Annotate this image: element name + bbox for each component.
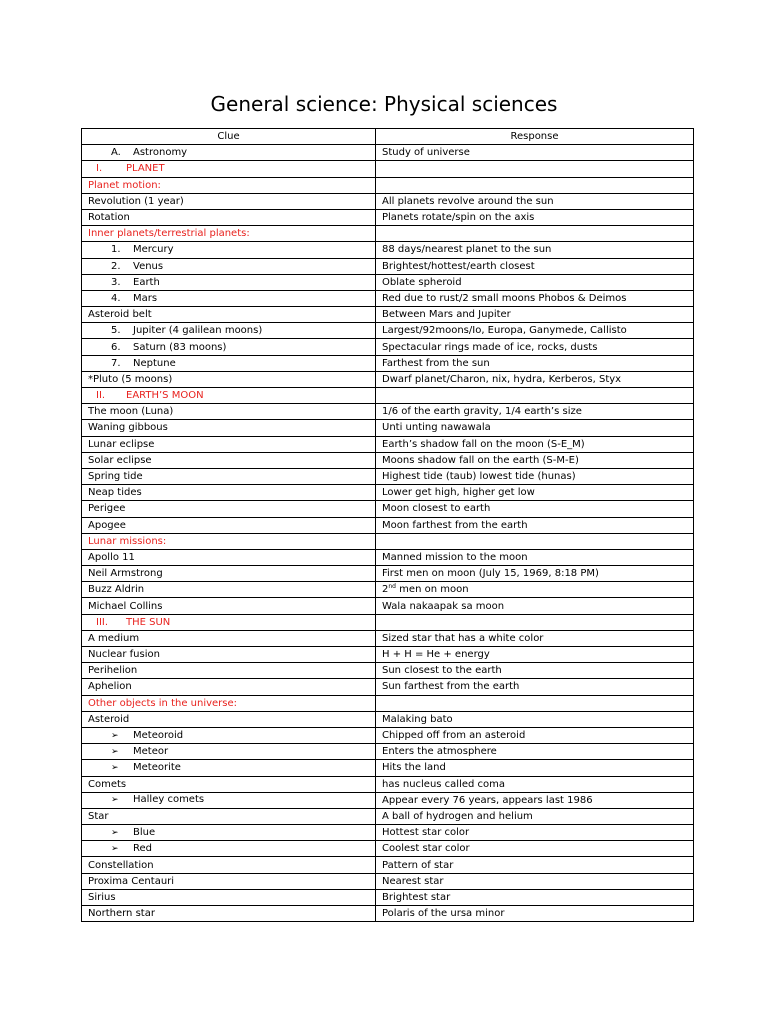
clue-cell (82, 436, 376, 452)
clue-text: Saturn (83 moons) (133, 341, 227, 353)
response-cell (376, 290, 694, 306)
page-title: General science: Physical sciences (210, 92, 558, 116)
clue-text: Michael Collins (88, 600, 163, 612)
clue-cell (82, 242, 376, 258)
clue-text: Astronomy (133, 147, 188, 159)
clue-text: Nuclear fusion (88, 649, 160, 661)
arrow-bullet-icon: ➢ (111, 795, 119, 806)
table-row (82, 436, 694, 452)
clue-text: Revolution (1 year) (88, 195, 184, 207)
response-cell (376, 566, 694, 582)
clue-text: Venus (133, 260, 164, 272)
response-text: Nearest star (382, 875, 444, 887)
table-row (82, 825, 694, 841)
response-cell (376, 792, 694, 808)
list-marker: 5. (111, 325, 121, 337)
table-row (82, 323, 694, 339)
clue-text: THE SUN (126, 616, 171, 628)
response-cell (376, 614, 694, 630)
response-text: Red due to rust/2 small moons Phobos & Deimos (382, 292, 627, 304)
response-text: Enters the atmosphere (382, 746, 497, 758)
table-row (82, 404, 694, 420)
clue-cell (82, 274, 376, 290)
clue-cell (82, 404, 376, 420)
clue-cell (82, 792, 376, 808)
table-row (82, 663, 694, 679)
clue-text: *Pluto (5 moons) (88, 373, 173, 385)
list-marker: II. (96, 390, 106, 402)
table-row (82, 420, 694, 436)
clue-cell (82, 485, 376, 501)
table-row (82, 906, 694, 922)
response-cell (376, 582, 694, 598)
clue-cell (82, 679, 376, 695)
clue-cell (82, 501, 376, 517)
response-cell (376, 744, 694, 760)
response-text: Spectacular rings made of ice, rocks, dusts (382, 341, 598, 353)
clue-cell (82, 193, 376, 209)
clue-cell (82, 517, 376, 533)
response-text: has nucleus called coma (382, 778, 506, 790)
clue-cell (82, 825, 376, 841)
response-text: Appear every 76 years, appears last 1986 (382, 794, 593, 806)
response-cell (376, 274, 694, 290)
table-row (82, 792, 694, 808)
response-cell (376, 420, 694, 436)
list-marker: 1. (111, 244, 121, 256)
response-cell (376, 404, 694, 420)
clue-cell (82, 760, 376, 776)
list-marker: III. (96, 616, 109, 628)
table-row (82, 290, 694, 306)
table-row (82, 727, 694, 743)
clue-text: Neptune (133, 357, 176, 369)
table-row (82, 193, 694, 209)
response-cell (376, 808, 694, 824)
table-row (82, 274, 694, 290)
clue-text: Aphelion (88, 681, 132, 693)
list-marker: 3. (111, 276, 121, 288)
clue-text: Halley comets (133, 794, 205, 806)
clue-text: Earth (133, 276, 160, 288)
clue-text: Inner planets/terrestrial planets: (88, 228, 250, 240)
clue-text: Lunar missions: (88, 535, 167, 547)
response-cell (376, 889, 694, 905)
clue-cell (82, 695, 376, 711)
response-superscript: nd (388, 583, 396, 591)
table-row (82, 744, 694, 760)
table-row (82, 857, 694, 873)
clue-text: Mercury (133, 244, 174, 256)
response-cell (376, 679, 694, 695)
response-text: Malaking bato (382, 713, 453, 725)
clue-cell (82, 857, 376, 873)
clue-cell (82, 226, 376, 242)
response-cell (376, 355, 694, 371)
table-row (82, 371, 694, 387)
arrow-bullet-icon: ➢ (111, 746, 119, 757)
table-row (82, 630, 694, 646)
clue-cell (82, 468, 376, 484)
table-row (82, 533, 694, 549)
response-text: Brightest star (382, 891, 451, 903)
clue-cell (82, 906, 376, 922)
clue-text: Perigee (88, 503, 126, 515)
clue-cell (82, 776, 376, 792)
clue-cell (82, 873, 376, 889)
response-cell (376, 485, 694, 501)
response-text: Chipped off from an asteroid (382, 730, 526, 742)
response-text: A ball of hydrogen and helium (382, 810, 533, 822)
clue-text: EARTH’S MOON (126, 390, 204, 402)
clue-text: Meteoroid (133, 729, 184, 741)
response-cell (376, 533, 694, 549)
clue-cell (82, 290, 376, 306)
response-cell (376, 549, 694, 565)
table-row (82, 177, 694, 193)
clue-text: PLANET (126, 163, 165, 175)
table-row (82, 242, 694, 258)
response-cell (376, 663, 694, 679)
clue-cell (82, 889, 376, 905)
table-row (82, 209, 694, 225)
clue-cell (82, 145, 376, 161)
clue-cell (82, 598, 376, 614)
response-text: Coolest star color (382, 843, 470, 855)
clue-text: Red (133, 842, 152, 854)
response-cell (376, 242, 694, 258)
clue-text: Neil Armstrong (88, 568, 163, 580)
response-text: Between Mars and Jupiter (382, 309, 511, 321)
arrow-bullet-icon: ➢ (111, 762, 119, 773)
response-cell (376, 161, 694, 177)
response-cell (376, 517, 694, 533)
table-row (82, 452, 694, 468)
clue-cell (82, 177, 376, 193)
clue-text: Waning gibbous (88, 422, 168, 434)
table-body (82, 145, 694, 922)
table-row (82, 776, 694, 792)
response-text: Lower get high, higher get low (382, 487, 535, 499)
response-text: Sized star that has a white color (382, 632, 544, 644)
clue-text: Blue (133, 826, 156, 838)
clue-text: Neap tides (88, 487, 142, 499)
table-row (82, 517, 694, 533)
response-cell (376, 825, 694, 841)
response-text: Manned mission to the moon (382, 551, 528, 563)
table-row (82, 695, 694, 711)
clue-cell (82, 744, 376, 760)
clue-cell (82, 663, 376, 679)
clue-text: Planet motion: (88, 179, 161, 191)
response-cell (376, 468, 694, 484)
table-row (82, 161, 694, 177)
response-cell (376, 371, 694, 387)
table-row (82, 388, 694, 404)
table-row (82, 468, 694, 484)
table-row (82, 873, 694, 889)
clue-text: Spring tide (88, 471, 143, 483)
table-row (82, 711, 694, 727)
table-row (82, 226, 694, 242)
response-text: Moons shadow fall on the earth (S-M-E) (382, 454, 579, 466)
table-row (82, 549, 694, 565)
table-row (82, 566, 694, 582)
response-text-rest: men on moon (396, 584, 469, 596)
response-cell (376, 841, 694, 857)
response-cell (376, 388, 694, 404)
response-text: H + H = He + energy (382, 649, 490, 661)
clue-text: Asteroid belt (88, 309, 152, 321)
response-cell (376, 307, 694, 323)
arrow-bullet-icon: ➢ (111, 730, 119, 741)
response-text: Dwarf planet/Charon, nix, hydra, Kerberos, Styx (382, 373, 622, 385)
table-row (82, 307, 694, 323)
response-cell (376, 209, 694, 225)
clue-cell (82, 647, 376, 663)
clue-text: Constellation (88, 859, 154, 871)
clue-cell (82, 711, 376, 727)
clue-cell (82, 323, 376, 339)
response-text: Moon closest to earth (382, 503, 491, 515)
clue-text: Rotation (88, 212, 130, 224)
clue-text: Apollo 11 (88, 551, 135, 563)
response-text: Largest/92moons/Io, Europa, Ganymede, Callisto (382, 325, 627, 337)
clue-cell (82, 630, 376, 646)
response-cell (376, 906, 694, 922)
clue-cell (82, 841, 376, 857)
response-text: Hottest star color (382, 827, 470, 839)
response-cell (376, 193, 694, 209)
list-marker: 6. (111, 341, 121, 353)
table-row (82, 808, 694, 824)
clue-text: Comets (88, 778, 127, 790)
table-header-row (82, 129, 694, 145)
clue-column-header: Clue (82, 129, 376, 145)
response-text: Oblate spheroid (382, 276, 462, 288)
table-row (82, 485, 694, 501)
table-row (82, 614, 694, 630)
clue-cell (82, 307, 376, 323)
response-cell (376, 630, 694, 646)
response-text: 2 (382, 584, 389, 596)
response-text: Highest tide (taub) lowest tide (hunas) (382, 471, 576, 483)
response-cell (376, 727, 694, 743)
clue-text: Lunar eclipse (88, 438, 155, 450)
clue-cell (82, 582, 376, 598)
response-text: 1/6 of the earth gravity, 1/4 earth’s size (382, 406, 582, 418)
clue-text: Mars (133, 292, 158, 304)
clue-text: Proxima Centauri (88, 875, 175, 887)
clue-text: Jupiter (4 galilean moons) (133, 325, 263, 337)
response-cell (376, 873, 694, 889)
clue-cell (82, 388, 376, 404)
response-cell (376, 436, 694, 452)
response-text: Sun closest to the earth (382, 665, 502, 677)
table-row (82, 598, 694, 614)
response-cell (376, 760, 694, 776)
clue-text: Meteor (133, 745, 169, 757)
response-text: Brightest/hottest/earth closest (382, 260, 535, 272)
list-marker: 4. (111, 292, 121, 304)
clue-text: Meteorite (133, 761, 181, 773)
clue-text: Northern star (88, 908, 155, 920)
response-cell (376, 857, 694, 873)
clue-cell (82, 258, 376, 274)
response-cell (376, 323, 694, 339)
response-text: Hits the land (382, 762, 446, 774)
clue-text: Other objects in the universe: (88, 697, 238, 709)
clue-text: A medium (88, 632, 140, 644)
response-cell (376, 452, 694, 468)
clue-text: Sirius (88, 891, 116, 903)
response-text: Planets rotate/spin on the axis (382, 212, 535, 224)
clue-cell (82, 161, 376, 177)
response-text: Pattern of star (382, 859, 454, 871)
response-cell (376, 598, 694, 614)
table-row (82, 647, 694, 663)
clue-cell (82, 549, 376, 565)
clue-cell (82, 614, 376, 630)
response-text: All planets revolve around the sun (382, 195, 554, 207)
clue-cell (82, 727, 376, 743)
clue-cell (82, 209, 376, 225)
table-row (82, 355, 694, 371)
list-marker: 7. (111, 357, 121, 369)
table-row (82, 841, 694, 857)
clue-text: The moon (Luna) (88, 406, 174, 418)
table-row (82, 339, 694, 355)
table-row (82, 501, 694, 517)
list-marker: A. (111, 147, 121, 159)
clue-cell (82, 371, 376, 387)
response-text: Wala nakaapak sa moon (382, 600, 505, 612)
list-marker: 2. (111, 260, 121, 272)
clue-text: Buzz Aldrin (88, 584, 145, 596)
clue-text: Solar eclipse (88, 454, 152, 466)
clue-cell (82, 420, 376, 436)
response-cell (376, 177, 694, 193)
response-column-header: Response (376, 129, 694, 145)
response-cell (376, 711, 694, 727)
arrow-bullet-icon: ➢ (111, 827, 119, 838)
table-row (82, 582, 694, 598)
clue-cell (82, 566, 376, 582)
clue-cell (82, 808, 376, 824)
response-text: First men on moon (July 15, 1969, 8:18 PM) (382, 568, 599, 580)
response-text: Farthest from the sun (382, 357, 490, 369)
table-row (82, 760, 694, 776)
clue-cell (82, 339, 376, 355)
response-cell (376, 226, 694, 242)
arrow-bullet-icon: ➢ (111, 843, 119, 854)
clue-text: Asteroid (88, 713, 130, 725)
clue-cell (82, 452, 376, 468)
response-cell (376, 776, 694, 792)
clue-cell (82, 533, 376, 549)
clue-text: Apogee (88, 519, 126, 531)
clue-cell (82, 355, 376, 371)
response-cell (376, 647, 694, 663)
response-text: Study of universe (382, 147, 470, 159)
response-cell (376, 339, 694, 355)
response-cell (376, 145, 694, 161)
clue-text: Star (88, 810, 109, 822)
table-row (82, 889, 694, 905)
table-row (82, 258, 694, 274)
response-cell (376, 258, 694, 274)
response-text: Earth’s shadow fall on the moon (S-E_M) (382, 438, 585, 450)
list-marker: I. (96, 163, 103, 175)
response-text: 88 days/nearest planet to the sun (382, 244, 552, 256)
response-text: Unti unting nawawala (382, 422, 491, 434)
clue-text: Perihelion (88, 665, 138, 677)
response-text: Moon farthest from the earth (382, 519, 528, 531)
response-cell (376, 501, 694, 517)
response-text: Sun farthest from the earth (382, 681, 520, 693)
table-row (82, 145, 694, 161)
response-text: Polaris of the ursa minor (382, 908, 505, 920)
clue-response-table (81, 128, 694, 922)
table-row (82, 679, 694, 695)
response-cell (376, 695, 694, 711)
